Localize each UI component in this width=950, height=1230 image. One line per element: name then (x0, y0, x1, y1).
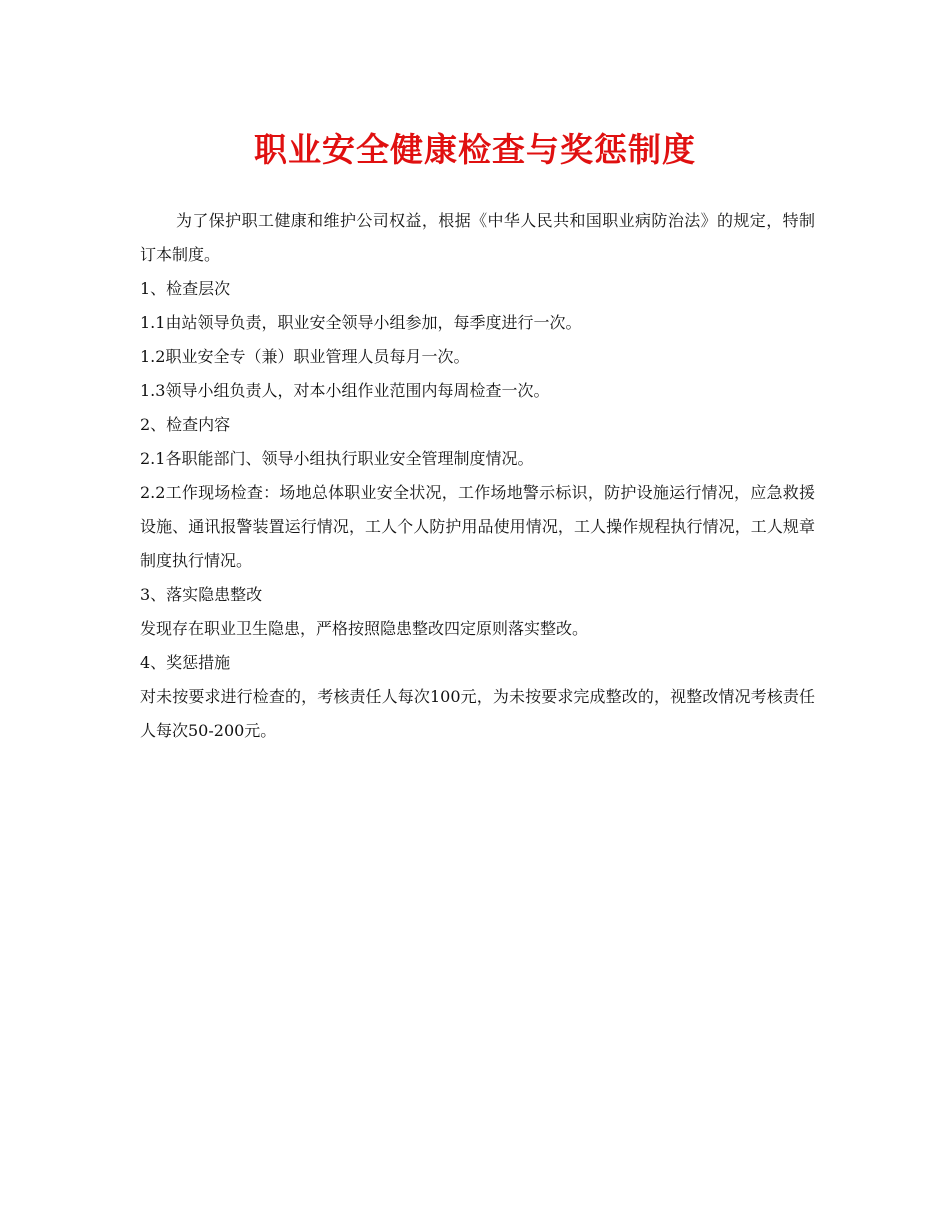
section-heading-rewards-penalties: 4、奖惩措施 (140, 653, 231, 672)
section-heading-hazard-rectification: 3、落实隐患整改 (140, 585, 263, 604)
section-item: 2.2工作现场检查：场地总体职业安全状况，工作场地警示标识，防护设施运行情况，应急救援设施、通讯报警装置运行情况，工人个人防护用品使用情况，工人操作规程执行情况，工人规章制度执行情况。 (140, 483, 815, 570)
section-item: 2.1各职能部门、领导小组执行职业安全管理制度情况。 (140, 449, 534, 468)
section-heading-inspection-content: 2、检查内容 (140, 415, 231, 434)
section-item: 1.3领导小组负责人，对本小组作业范围内每周检查一次。 (140, 381, 550, 400)
section-item: 发现存在职业卫生隐患，严格按照隐患整改四定原则落实整改。 (140, 619, 589, 638)
section-heading-inspection-levels: 1、检查层次 (140, 279, 231, 298)
intro-paragraph: 为了保护职工健康和维护公司权益，根据《中华人民共和国职业病防治法》的规定，特制订本制度。 (140, 211, 815, 264)
section-item: 1.1由站领导负责，职业安全领导小组参加，每季度进行一次。 (140, 313, 582, 332)
section-item: 1.2职业安全专（兼）职业管理人员每月一次。 (140, 347, 470, 366)
document-body (140, 204, 815, 748)
document-title: 职业安全健康检查与奖惩制度 (254, 130, 696, 169)
section-item: 对未按要求进行检查的，考核责任人每次100元，为未按要求完成整改的，视整改情况考核责任人每次50-200元。 (140, 687, 815, 740)
